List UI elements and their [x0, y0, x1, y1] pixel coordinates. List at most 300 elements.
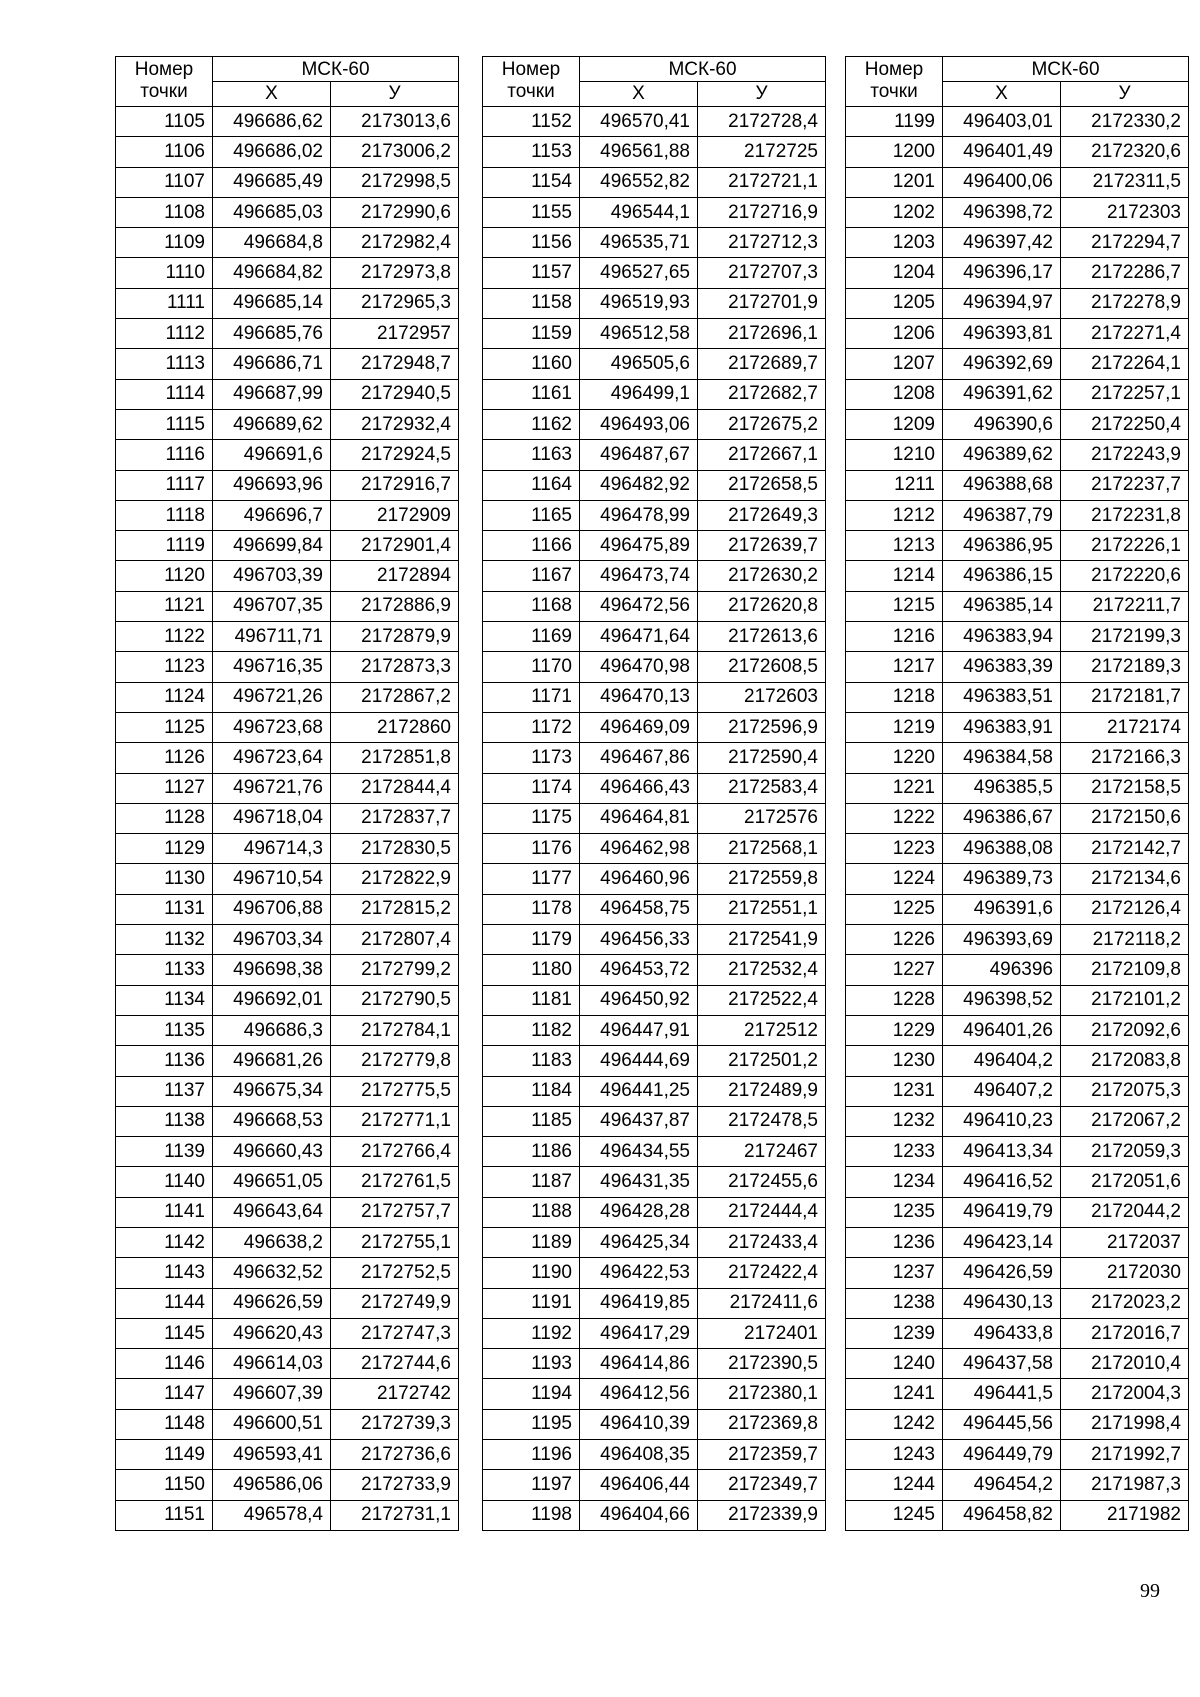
point-number-cell: 1206: [846, 319, 943, 349]
y-coordinate-cell: 2172830,5: [331, 834, 459, 864]
point-number-cell: 1243: [846, 1440, 943, 1470]
table-row: [116, 834, 459, 864]
table-row: [483, 1167, 826, 1197]
point-number-cell: 1221: [846, 773, 943, 803]
y-coordinate-cell: 2172649,3: [698, 500, 826, 530]
y-coordinate-cell: 2172744,6: [331, 1349, 459, 1379]
table-row: [483, 470, 826, 500]
table-row: [483, 137, 826, 167]
point-number-cell: 1155: [483, 197, 580, 227]
y-coordinate-cell: 2172016,7: [1061, 1318, 1189, 1348]
x-coordinate-cell: 496445,56: [943, 1409, 1061, 1439]
y-coordinate-cell: 2172583,4: [698, 773, 826, 803]
x-coordinate-cell: 496561,88: [580, 137, 698, 167]
table-row: [846, 409, 1189, 439]
point-number-header: Номер точки: [116, 57, 213, 107]
y-coordinate-cell: 2172948,7: [331, 349, 459, 379]
table-row: [846, 470, 1189, 500]
x-coordinate-cell: 496383,91: [943, 712, 1061, 742]
y-coordinate-cell: 2172608,5: [698, 652, 826, 682]
point-number-cell: 1119: [116, 531, 213, 561]
table-row: [846, 1106, 1189, 1136]
x-coordinate-cell: 496586,06: [213, 1470, 331, 1500]
table-row: [116, 1227, 459, 1257]
y-coordinate-cell: 2172037: [1061, 1227, 1189, 1257]
table-row: [483, 1288, 826, 1318]
table-row: [116, 803, 459, 833]
table-row: [846, 803, 1189, 833]
point-number-cell: 1130: [116, 864, 213, 894]
table-row: [483, 1379, 826, 1409]
table-row: [116, 1258, 459, 1288]
y-coordinate-cell: 2172973,8: [331, 258, 459, 288]
x-coordinate-cell: 496410,39: [580, 1409, 698, 1439]
x-coordinate-cell: 496450,92: [580, 985, 698, 1015]
point-number-cell: 1223: [846, 834, 943, 864]
table-row: [483, 1137, 826, 1167]
point-number-cell: 1209: [846, 409, 943, 439]
table-row: [116, 349, 459, 379]
table-row: [116, 258, 459, 288]
table-row: [846, 1076, 1189, 1106]
table-row: [483, 500, 826, 530]
y-coordinate-cell: 2172924,5: [331, 440, 459, 470]
point-number-cell: 1197: [483, 1470, 580, 1500]
x-coordinate-cell: 496397,42: [943, 228, 1061, 258]
x-coordinate-cell: 496707,35: [213, 591, 331, 621]
x-coordinate-cell: 496686,02: [213, 137, 331, 167]
x-coordinate-cell: 496385,5: [943, 773, 1061, 803]
point-number-cell: 1123: [116, 652, 213, 682]
x-coordinate-cell: 496482,92: [580, 470, 698, 500]
point-number-cell: 1193: [483, 1349, 580, 1379]
x-coordinate-cell: 496419,79: [943, 1197, 1061, 1227]
point-number-cell: 1113: [116, 349, 213, 379]
y-coordinate-cell: 2172158,5: [1061, 773, 1189, 803]
table-row: [483, 652, 826, 682]
table-row: [116, 470, 459, 500]
table-row: [846, 622, 1189, 652]
x-axis-header: Х: [580, 82, 698, 107]
table-row: [116, 440, 459, 470]
table-row: [846, 349, 1189, 379]
point-number-cell: 1112: [116, 319, 213, 349]
table-row: [846, 925, 1189, 955]
point-number-cell: 1229: [846, 1015, 943, 1045]
y-coordinate-cell: 2172894: [331, 561, 459, 591]
y-coordinate-cell: 2172771,1: [331, 1106, 459, 1136]
x-coordinate-cell: 496593,41: [213, 1440, 331, 1470]
y-coordinate-cell: 2172380,1: [698, 1379, 826, 1409]
y-coordinate-cell: 2172716,9: [698, 197, 826, 227]
point-number-cell: 1125: [116, 712, 213, 742]
y-coordinate-cell: 2172286,7: [1061, 258, 1189, 288]
point-number-cell: 1177: [483, 864, 580, 894]
x-coordinate-cell: 496527,65: [580, 258, 698, 288]
x-coordinate-cell: 496487,67: [580, 440, 698, 470]
x-coordinate-cell: 496407,2: [943, 1076, 1061, 1106]
table-row: [483, 1015, 826, 1045]
table-row: [483, 167, 826, 197]
y-coordinate-cell: 2172075,3: [1061, 1076, 1189, 1106]
coordinate-system-header: МСК-60: [213, 57, 459, 82]
x-coordinate-cell: 496441,25: [580, 1076, 698, 1106]
x-coordinate-cell: 496706,88: [213, 894, 331, 924]
point-number-cell: 1115: [116, 409, 213, 439]
table-row: [846, 137, 1189, 167]
table-row: [116, 743, 459, 773]
table-row: [846, 319, 1189, 349]
x-coordinate-cell: 496449,79: [943, 1440, 1061, 1470]
point-number-cell: 1114: [116, 379, 213, 409]
point-number-cell: 1178: [483, 894, 580, 924]
y-coordinate-cell: 2172779,8: [331, 1046, 459, 1076]
table-row: [116, 1167, 459, 1197]
table-row: [483, 1227, 826, 1257]
x-coordinate-cell: 496425,34: [580, 1227, 698, 1257]
point-number-cell: 1228: [846, 985, 943, 1015]
point-number-header: Номер точки: [483, 57, 580, 107]
y-coordinate-cell: 2172957: [331, 319, 459, 349]
y-axis-header: У: [331, 82, 459, 107]
y-coordinate-cell: 2172422,4: [698, 1258, 826, 1288]
point-number-cell: 1160: [483, 349, 580, 379]
point-number-cell: 1237: [846, 1258, 943, 1288]
y-coordinate-cell: 2172901,4: [331, 531, 459, 561]
y-coordinate-cell: 2172101,2: [1061, 985, 1189, 1015]
table-row: [483, 864, 826, 894]
point-number-cell: 1204: [846, 258, 943, 288]
y-coordinate-cell: 2172278,9: [1061, 288, 1189, 318]
y-coordinate-cell: 2172181,7: [1061, 682, 1189, 712]
table-row: [116, 894, 459, 924]
x-coordinate-cell: 496403,01: [943, 107, 1061, 137]
x-coordinate-cell: 496423,14: [943, 1227, 1061, 1257]
point-number-cell: 1242: [846, 1409, 943, 1439]
table-row: [116, 925, 459, 955]
table-row: [483, 379, 826, 409]
point-number-cell: 1153: [483, 137, 580, 167]
point-number-cell: 1131: [116, 894, 213, 924]
y-coordinate-cell: 2172142,7: [1061, 834, 1189, 864]
x-coordinate-cell: 496431,35: [580, 1167, 698, 1197]
table-row: [483, 773, 826, 803]
x-coordinate-cell: 496462,98: [580, 834, 698, 864]
point-number-cell: 1138: [116, 1106, 213, 1136]
table-row: [116, 500, 459, 530]
x-coordinate-cell: 496389,73: [943, 864, 1061, 894]
x-coordinate-cell: 496689,62: [213, 409, 331, 439]
table-row: [483, 1500, 826, 1530]
point-number-cell: 1183: [483, 1046, 580, 1076]
x-axis-header: Х: [213, 82, 331, 107]
x-coordinate-cell: 496413,34: [943, 1137, 1061, 1167]
x-coordinate-cell: 496711,71: [213, 622, 331, 652]
y-coordinate-cell: 2172682,7: [698, 379, 826, 409]
table-row: [846, 1258, 1189, 1288]
y-coordinate-cell: 2172541,9: [698, 925, 826, 955]
table-row: [116, 1015, 459, 1045]
point-number-cell: 1199: [846, 107, 943, 137]
y-coordinate-cell: 2172667,1: [698, 440, 826, 470]
point-number-cell: 1117: [116, 470, 213, 500]
y-coordinate-cell: 2172701,9: [698, 288, 826, 318]
x-coordinate-cell: 496383,51: [943, 682, 1061, 712]
x-coordinate-cell: 496552,82: [580, 167, 698, 197]
table-row: [116, 561, 459, 591]
y-coordinate-cell: 2172916,7: [331, 470, 459, 500]
table-row: [483, 1470, 826, 1500]
table-row: [846, 1046, 1189, 1076]
table-row: [483, 288, 826, 318]
point-number-cell: 1211: [846, 470, 943, 500]
x-coordinate-cell: 496721,26: [213, 682, 331, 712]
table-row: [846, 288, 1189, 318]
y-coordinate-cell: 2172757,7: [331, 1197, 459, 1227]
y-coordinate-cell: 2172790,5: [331, 985, 459, 1015]
x-coordinate-cell: 496469,09: [580, 712, 698, 742]
point-number-cell: 1124: [116, 682, 213, 712]
point-number-cell: 1240: [846, 1349, 943, 1379]
point-number-cell: 1164: [483, 470, 580, 500]
point-number-cell: 1215: [846, 591, 943, 621]
point-number-cell: 1230: [846, 1046, 943, 1076]
table-row: [483, 440, 826, 470]
point-number-cell: 1134: [116, 985, 213, 1015]
table-row: [483, 197, 826, 227]
y-coordinate-cell: 2172755,1: [331, 1227, 459, 1257]
table-row: [846, 561, 1189, 591]
y-coordinate-cell: 2172411,6: [698, 1288, 826, 1318]
y-coordinate-cell: 2172257,1: [1061, 379, 1189, 409]
y-coordinate-cell: 2172044,2: [1061, 1197, 1189, 1227]
x-coordinate-cell: 496703,39: [213, 561, 331, 591]
y-coordinate-cell: 2172059,3: [1061, 1137, 1189, 1167]
table-row: [846, 379, 1189, 409]
table-row: [483, 712, 826, 742]
y-coordinate-cell: 2172873,3: [331, 652, 459, 682]
y-coordinate-cell: 2172815,2: [331, 894, 459, 924]
table-row: [116, 1470, 459, 1500]
table-row: [116, 1440, 459, 1470]
point-number-cell: 1146: [116, 1349, 213, 1379]
x-coordinate-cell: 496392,69: [943, 349, 1061, 379]
table-row: [846, 197, 1189, 227]
table-row: [846, 1500, 1189, 1530]
table-row: [116, 531, 459, 561]
x-coordinate-cell: 496437,58: [943, 1349, 1061, 1379]
x-coordinate-cell: 496398,52: [943, 985, 1061, 1015]
table-row: [846, 955, 1189, 985]
table-row: [846, 1470, 1189, 1500]
point-number-cell: 1234: [846, 1167, 943, 1197]
x-coordinate-cell: 496643,64: [213, 1197, 331, 1227]
point-number-cell: 1128: [116, 803, 213, 833]
table-row: [483, 925, 826, 955]
y-coordinate-cell: 2172231,8: [1061, 500, 1189, 530]
table-row: [846, 985, 1189, 1015]
x-coordinate-cell: 496681,26: [213, 1046, 331, 1076]
point-number-cell: 1132: [116, 925, 213, 955]
y-coordinate-cell: 2172747,3: [331, 1318, 459, 1348]
x-coordinate-cell: 496696,7: [213, 500, 331, 530]
y-coordinate-cell: 2172822,9: [331, 864, 459, 894]
y-coordinate-cell: 2172134,6: [1061, 864, 1189, 894]
point-number-cell: 1151: [116, 1500, 213, 1530]
y-coordinate-cell: 2171998,4: [1061, 1409, 1189, 1439]
table-row: [846, 1349, 1189, 1379]
x-coordinate-cell: 496391,6: [943, 894, 1061, 924]
table-row: [116, 955, 459, 985]
table-row: [116, 1318, 459, 1348]
point-number-cell: 1222: [846, 803, 943, 833]
point-number-cell: 1149: [116, 1440, 213, 1470]
y-coordinate-cell: 2172559,8: [698, 864, 826, 894]
table-row: [116, 1288, 459, 1318]
point-number-cell: 1196: [483, 1440, 580, 1470]
coordinate-system-header: МСК-60: [580, 57, 826, 82]
table-row: [846, 894, 1189, 924]
point-number-cell: 1191: [483, 1288, 580, 1318]
y-coordinate-cell: 2172940,5: [331, 379, 459, 409]
table-row: [116, 379, 459, 409]
point-number-cell: 1213: [846, 531, 943, 561]
x-coordinate-cell: 496685,14: [213, 288, 331, 318]
x-coordinate-cell: 496406,44: [580, 1470, 698, 1500]
point-number-cell: 1148: [116, 1409, 213, 1439]
table-row: [846, 1015, 1189, 1045]
table-row: [483, 622, 826, 652]
y-coordinate-cell: 2172109,8: [1061, 955, 1189, 985]
y-coordinate-cell: 2172728,4: [698, 107, 826, 137]
y-coordinate-cell: 2172092,6: [1061, 1015, 1189, 1045]
point-number-cell: 1171: [483, 682, 580, 712]
table-row: [116, 137, 459, 167]
x-coordinate-cell: 496703,34: [213, 925, 331, 955]
y-coordinate-cell: 2172742: [331, 1379, 459, 1409]
x-coordinate-cell: 496692,01: [213, 985, 331, 1015]
table-row: [846, 1197, 1189, 1227]
y-coordinate-cell: 2172303: [1061, 197, 1189, 227]
y-coordinate-cell: 2172620,8: [698, 591, 826, 621]
table-row: [846, 682, 1189, 712]
point-number-cell: 1169: [483, 622, 580, 652]
point-number-cell: 1214: [846, 561, 943, 591]
y-coordinate-cell: 2172799,2: [331, 955, 459, 985]
x-coordinate-cell: 496470,98: [580, 652, 698, 682]
point-number-cell: 1227: [846, 955, 943, 985]
y-coordinate-cell: 2172761,5: [331, 1167, 459, 1197]
x-coordinate-cell: 496723,68: [213, 712, 331, 742]
y-coordinate-cell: 2172330,2: [1061, 107, 1189, 137]
y-coordinate-cell: 2172455,6: [698, 1167, 826, 1197]
table-row: [846, 167, 1189, 197]
y-coordinate-cell: 2172860: [331, 712, 459, 742]
y-coordinate-cell: 2172220,6: [1061, 561, 1189, 591]
point-number-cell: 1143: [116, 1258, 213, 1288]
x-coordinate-cell: 496393,81: [943, 319, 1061, 349]
x-coordinate-cell: 496686,3: [213, 1015, 331, 1045]
x-coordinate-cell: 496444,69: [580, 1046, 698, 1076]
x-coordinate-cell: 496404,66: [580, 1500, 698, 1530]
y-coordinate-cell: 2172990,6: [331, 197, 459, 227]
table-row: [846, 1318, 1189, 1348]
y-coordinate-cell: 2172932,4: [331, 409, 459, 439]
x-coordinate-cell: 496475,89: [580, 531, 698, 561]
y-coordinate-cell: 2172250,4: [1061, 409, 1189, 439]
y-coordinate-cell: 2172909: [331, 500, 459, 530]
point-number-cell: 1198: [483, 1500, 580, 1530]
table-row: [116, 1106, 459, 1136]
x-coordinate-cell: 496408,35: [580, 1440, 698, 1470]
point-number-cell: 1156: [483, 228, 580, 258]
y-coordinate-cell: 2172739,3: [331, 1409, 459, 1439]
point-number-cell: 1200: [846, 137, 943, 167]
x-coordinate-cell: 496675,34: [213, 1076, 331, 1106]
x-coordinate-cell: 496430,13: [943, 1288, 1061, 1318]
table-row: [483, 1440, 826, 1470]
y-coordinate-cell: 2171982: [1061, 1500, 1189, 1530]
y-coordinate-cell: 2172837,7: [331, 803, 459, 833]
point-number-cell: 1179: [483, 925, 580, 955]
point-number-cell: 1224: [846, 864, 943, 894]
table-row: [116, 1409, 459, 1439]
point-number-cell: 1225: [846, 894, 943, 924]
y-coordinate-cell: 2172199,3: [1061, 622, 1189, 652]
y-coordinate-cell: 2172512: [698, 1015, 826, 1045]
table-row: [483, 985, 826, 1015]
x-coordinate-cell: 496401,49: [943, 137, 1061, 167]
table-row: [846, 712, 1189, 742]
table-row: [116, 1500, 459, 1530]
y-coordinate-cell: 2172675,2: [698, 409, 826, 439]
table-row: [116, 985, 459, 1015]
table-row: [483, 1076, 826, 1106]
x-coordinate-cell: 496685,76: [213, 319, 331, 349]
point-number-cell: 1150: [116, 1470, 213, 1500]
y-coordinate-cell: 2171987,3: [1061, 1470, 1189, 1500]
x-coordinate-cell: 496458,82: [943, 1500, 1061, 1530]
x-coordinate-cell: 496414,86: [580, 1349, 698, 1379]
table-row: [846, 864, 1189, 894]
y-coordinate-cell: 2172174: [1061, 712, 1189, 742]
point-number-cell: 1205: [846, 288, 943, 318]
point-number-cell: 1187: [483, 1167, 580, 1197]
y-coordinate-cell: 2172603: [698, 682, 826, 712]
x-coordinate-cell: 496716,35: [213, 652, 331, 682]
y-coordinate-cell: 2172965,3: [331, 288, 459, 318]
point-number-cell: 1141: [116, 1197, 213, 1227]
x-coordinate-cell: 496401,26: [943, 1015, 1061, 1045]
point-number-cell: 1168: [483, 591, 580, 621]
x-coordinate-cell: 496519,93: [580, 288, 698, 318]
point-number-cell: 1194: [483, 1379, 580, 1409]
x-coordinate-cell: 496441,5: [943, 1379, 1061, 1409]
point-number-cell: 1145: [116, 1318, 213, 1348]
point-number-cell: 1220: [846, 743, 943, 773]
y-coordinate-cell: 2172067,2: [1061, 1106, 1189, 1136]
point-number-cell: 1142: [116, 1227, 213, 1257]
y-coordinate-cell: 2172237,7: [1061, 470, 1189, 500]
x-coordinate-cell: 496460,96: [580, 864, 698, 894]
point-number-cell: 1203: [846, 228, 943, 258]
y-coordinate-cell: 2172731,1: [331, 1500, 459, 1530]
x-coordinate-cell: 496383,39: [943, 652, 1061, 682]
y-coordinate-cell: 2172712,3: [698, 228, 826, 258]
y-coordinate-cell: 2172613,6: [698, 622, 826, 652]
point-number-cell: 1202: [846, 197, 943, 227]
table-row: [483, 409, 826, 439]
